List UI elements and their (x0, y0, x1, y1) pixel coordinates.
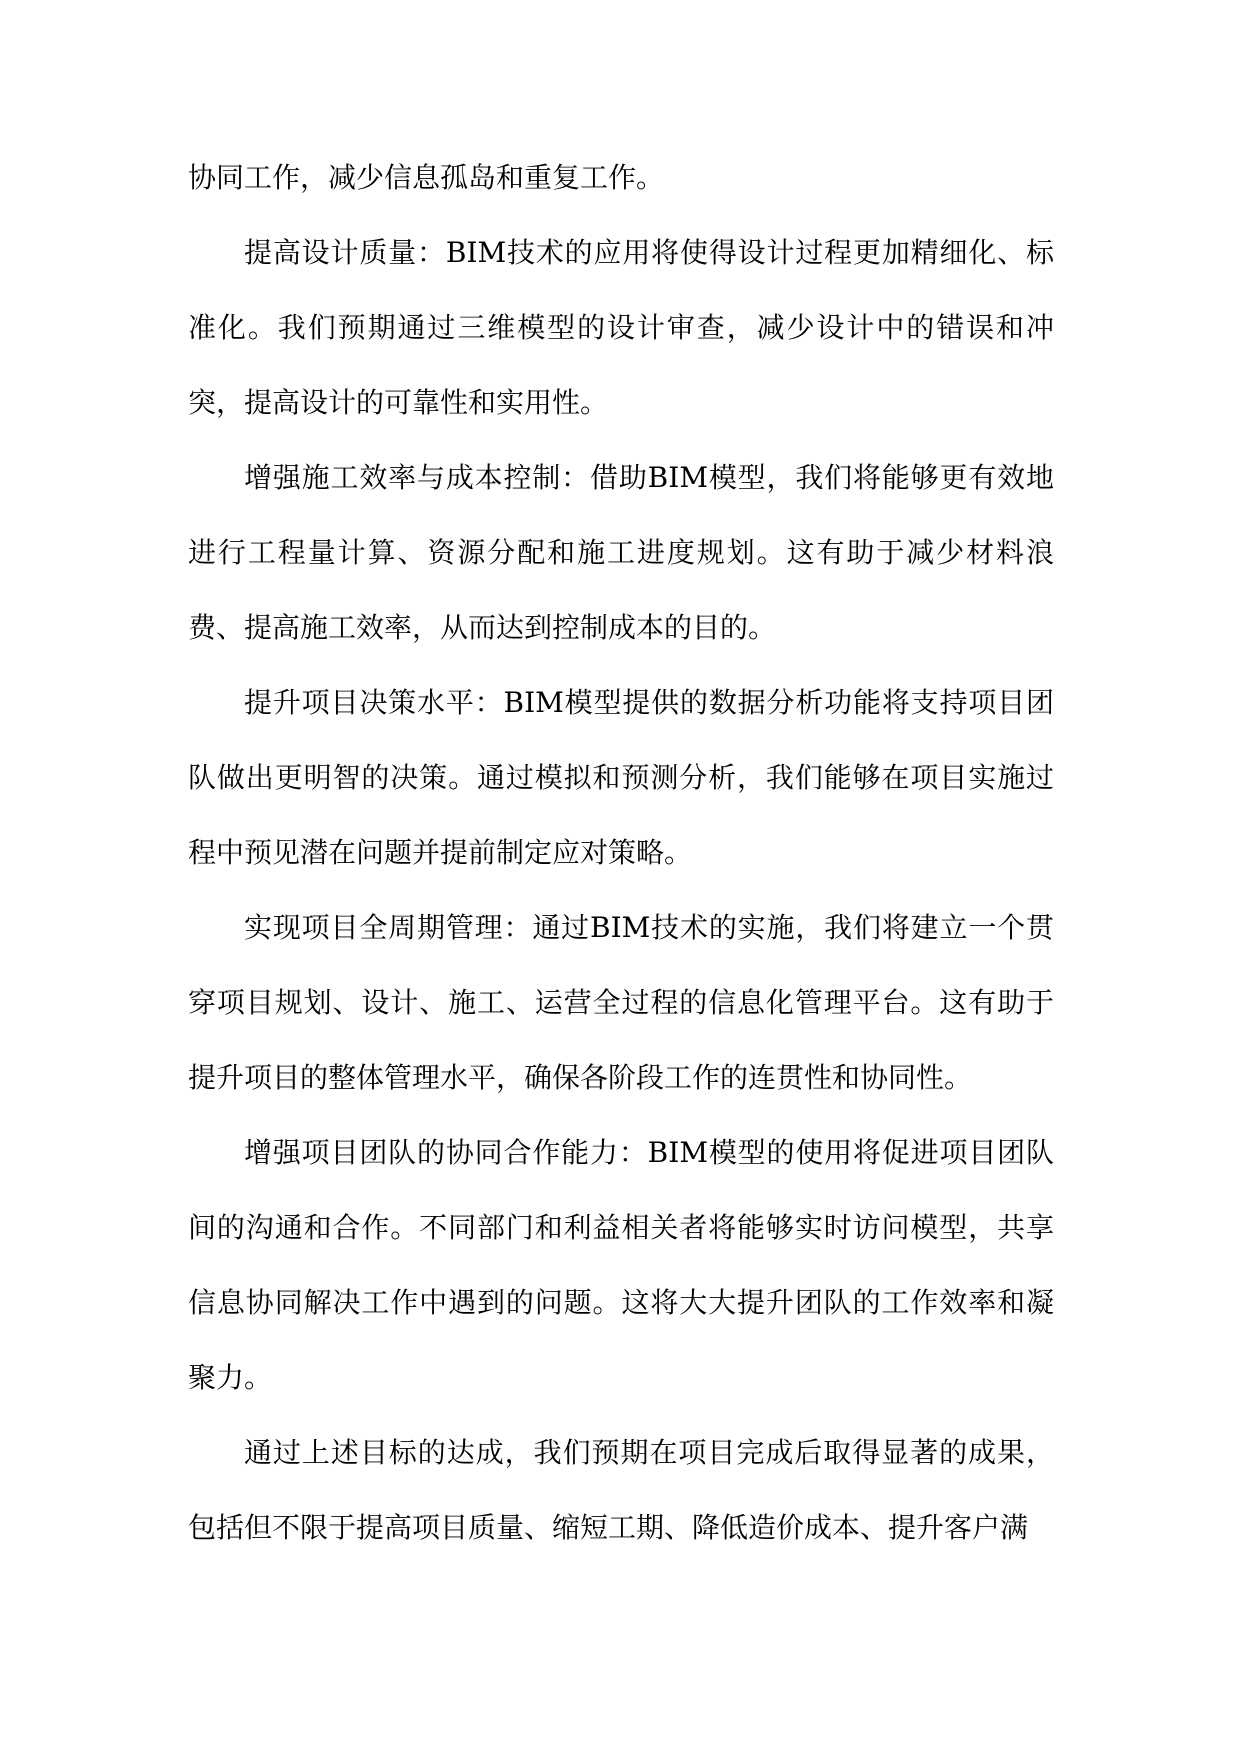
paragraph-team-collaboration: 增强项目团队的协同合作能力：BIM模型的使用将促进项目团队间的沟通和合作。不同部门和利益相关者将能够实时访问模型，共享信息协同解决工作中遇到的问题。这将大大提升团队的工作效率和凝聚力。 (188, 1136, 1054, 1394)
paragraph-lifecycle-management: 实现项目全周期管理：通过BIM技术的实施，我们将建立一个贯穿项目规划、设计、施工、运营全过程的信息化管理平台。这有助于提升项目的整体管理水平，确保各阶段工作的连贯性和协同性。 (188, 911, 1054, 1094)
paragraph-decision-making: 提升项目决策水平：BIM模型提供的数据分析功能将支持项目团队做出更明智的决策。通过模拟和预测分析，我们能够在项目实施过程中预见潜在问题并提前制定应对策略。 (188, 686, 1054, 869)
paragraph-continuation: 协同工作，减少信息孤岛和重复工作。 (188, 161, 665, 194)
document-body (188, 140, 1054, 1565)
paragraph-expected-results: 通过上述目标的达成，我们预期在项目完成后取得显著的成果，包括但不限于提高项目质量、缩短工期、降低造价成本、提升客户满 (188, 1436, 1054, 1544)
paragraph-design-quality: 提高设计质量：BIM技术的应用将使得设计过程更加精细化、标准化。我们预期通过三维模型的设计审查，减少设计中的错误和冲突，提高设计的可靠性和实用性。 (188, 236, 1054, 419)
paragraph-construction-efficiency: 增强施工效率与成本控制：借助BIM模型，我们将能够更有效地进行工程量计算、资源分配和施工进度规划。这有助于减少材料浪费、提高施工效率，从而达到控制成本的目的。 (188, 461, 1054, 644)
